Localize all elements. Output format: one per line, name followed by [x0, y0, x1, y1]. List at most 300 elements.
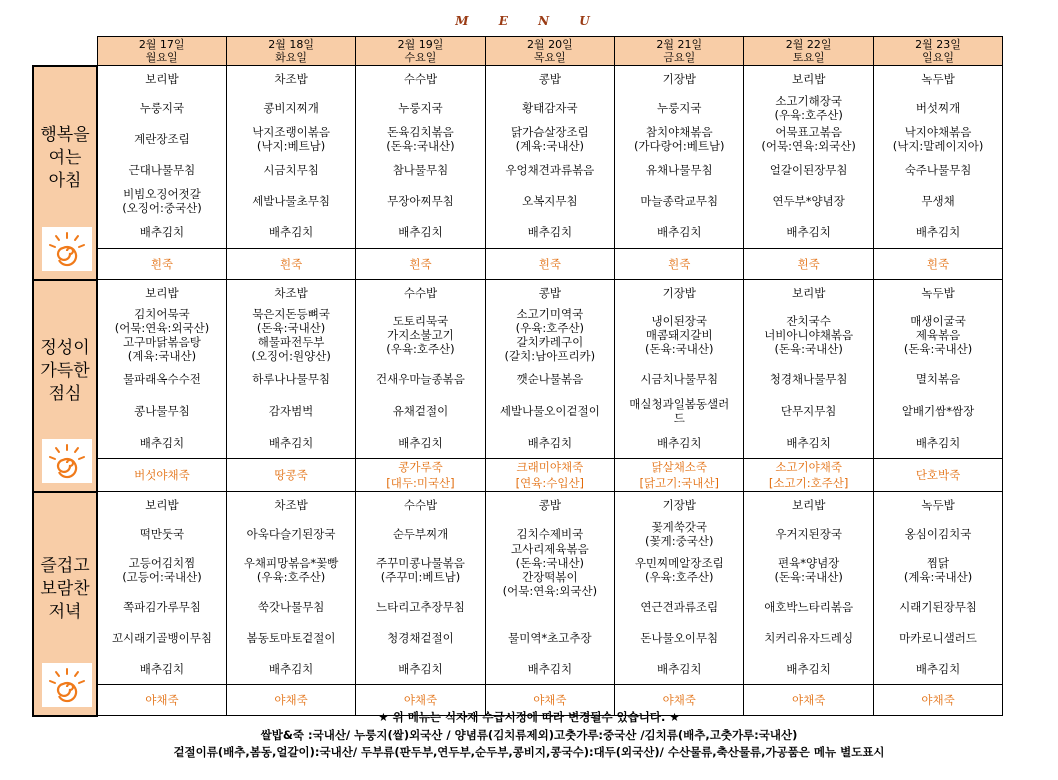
- menu-item: [98, 216, 226, 248]
- menu-item: [227, 518, 355, 549]
- menu-item: [615, 518, 743, 549]
- menu-item: [98, 518, 226, 549]
- change-notice: ★ 위 메뉴는 식자재 수급시정에 따라 변경될수 있습니다. ★: [378, 710, 680, 724]
- menu-item: [744, 492, 872, 518]
- menu-item: [874, 427, 1002, 458]
- menu-item: [744, 280, 872, 306]
- porridge-cell: [97, 249, 226, 280]
- porridge-text: 흰죽: [279, 257, 303, 271]
- menu-item-text: 유채겉절이: [392, 403, 449, 418]
- menu-item-text: 느타리고추장무침: [376, 599, 465, 614]
- menu-item-text: (계육:국내산): [515, 138, 585, 153]
- menu-item: [486, 542, 614, 598]
- menu-item: [874, 622, 1002, 653]
- menu-item-text: 쪽파김가루무침: [123, 599, 201, 614]
- menu-item-text: 배추김치: [398, 661, 443, 676]
- menu-item-text: (낙지:말레이지아): [892, 138, 984, 153]
- menu-item: [874, 591, 1002, 622]
- menu-item: [615, 185, 743, 216]
- menu-item-text: 배추김치: [786, 435, 831, 450]
- menu-item: [356, 280, 484, 306]
- menu-item-text: 청경채나물무침: [769, 371, 848, 386]
- meal-menu-cell: [873, 66, 1002, 249]
- porridge-cell: [873, 459, 1002, 492]
- meal-menu-cell: [485, 280, 614, 459]
- menu-item-text: 배추김치: [268, 225, 314, 239]
- menu-item: [98, 591, 226, 622]
- meal-label-text: 저녁: [48, 602, 82, 622]
- meal-menu-cell: [744, 492, 873, 685]
- menu-item-text: 우채피망볶음*꽃빵: [243, 556, 339, 570]
- day-header: [356, 37, 485, 66]
- menu-item-text: 유채나물무침: [645, 162, 713, 177]
- day-weekday: 월요일: [145, 51, 178, 64]
- meal-label-text: 가득한: [40, 361, 90, 381]
- menu-item: [874, 216, 1002, 248]
- menu-item-text: 배추김치: [786, 225, 831, 239]
- menu-item: [356, 66, 484, 92]
- menu-item-text: 편육*양념장: [778, 556, 840, 570]
- menu-item-text: 기장밥: [662, 286, 696, 300]
- menu-item-text: 애호박느타리볶음: [764, 599, 854, 614]
- menu-item-text: 배추김치: [139, 661, 185, 676]
- menu-item: [356, 92, 484, 123]
- meal-label-cell: [33, 280, 97, 492]
- menu-item: [486, 185, 614, 216]
- menu-item-text: (낙지:베트남): [256, 138, 326, 153]
- menu-item-text: 낙지조랭이볶음: [252, 124, 330, 139]
- menu-item-text: 닭가슴살장조림: [510, 124, 589, 139]
- meal-menu-cell: [873, 280, 1002, 459]
- menu-item-text: 배추김치: [398, 225, 443, 239]
- menu-item-text: 배추김치: [657, 225, 702, 239]
- menu-item-text: 시래기된장무침: [899, 599, 977, 614]
- menu-item-text: 배추김치: [398, 435, 443, 450]
- day-date: 2월 18일: [268, 38, 314, 51]
- porridge-text: 콩가루죽: [398, 460, 443, 474]
- menu-item: [356, 622, 484, 653]
- meal-menu-cell: [356, 492, 485, 685]
- porridge-text: 야채죽: [274, 693, 308, 707]
- porridge-cell: [97, 459, 226, 492]
- menu-item-text: 녹두밥: [921, 498, 955, 512]
- porridge-text: [대두:미국산]: [386, 476, 455, 490]
- menu-item: [227, 427, 355, 458]
- menu-item-text: 배추김치: [786, 661, 831, 676]
- menu-item-text: 차조밥: [274, 498, 308, 512]
- menu-item: [615, 427, 743, 458]
- menu-item: [227, 185, 355, 216]
- menu-item: [227, 92, 355, 123]
- menu-item-text: 쑥갓나물무침: [257, 599, 325, 614]
- menu-item: [227, 394, 355, 427]
- porridge-text: [소고기:호주산]: [768, 476, 849, 490]
- menu-item-text: (오징어:중국산): [122, 200, 202, 215]
- porridge-text: 크래미야채죽: [516, 460, 584, 474]
- menu-item-text: 주꾸미콩나물볶음: [376, 556, 465, 570]
- menu-item-text: (우육:호주산): [645, 570, 714, 584]
- menu-item-text: 소고기미역국: [516, 306, 584, 321]
- menu-item: [486, 492, 614, 518]
- sun-spiral-logo-icon: [42, 663, 92, 707]
- menu-item: [486, 427, 614, 458]
- menu-item-text: 배추김치: [657, 661, 702, 676]
- menu-item: [874, 185, 1002, 216]
- porridge-text: 야채죽: [145, 693, 179, 707]
- menu-item: [98, 394, 226, 427]
- menu-item-text: (돈육:국내산): [903, 341, 973, 356]
- menu-item-text: 배추김치: [139, 435, 185, 450]
- menu-item-text: 매콤돼지갈비: [645, 327, 713, 342]
- menu-item-text: 근대나물무침: [128, 162, 196, 177]
- day-date: 2월 20일: [526, 38, 573, 51]
- meal-menu-cell: [97, 280, 226, 459]
- menu-item: [98, 492, 226, 518]
- menu-item: [486, 306, 614, 363]
- porridge-text: 소고기야채죽: [775, 460, 842, 474]
- menu-item: [98, 123, 226, 154]
- menu-item-text: (돈육:국내산): [515, 556, 585, 570]
- menu-item-text: 숙주나물무침: [904, 162, 972, 177]
- menu-item-text: 드: [673, 410, 685, 425]
- menu-item: [744, 216, 872, 248]
- menu-item: [744, 394, 872, 427]
- menu-item: [98, 154, 226, 185]
- menu-item-text: 배추김치: [527, 225, 573, 239]
- menu-item-text: 하루나나물무침: [252, 371, 330, 386]
- meal-menu-cell: [615, 280, 744, 459]
- menu-item-text: 누룽지국: [398, 100, 443, 115]
- menu-item-text: 콩밥: [538, 72, 561, 86]
- menu-item-text: 콩밥: [538, 286, 561, 300]
- menu-item-text: 해물파전두부: [257, 334, 325, 349]
- menu-item-text: (돈육:국내산): [386, 138, 455, 153]
- menu-item-text: 잔치국수: [786, 313, 831, 328]
- menu-item-text: 옹심이김치국: [904, 526, 972, 541]
- menu-item: [486, 363, 614, 394]
- menu-item-text: (주꾸미:베트남): [380, 570, 461, 584]
- menu-item: [874, 653, 1002, 684]
- menu-item-text: 누룽지국: [657, 100, 702, 115]
- menu-item-text: 고등어김치찜: [128, 556, 196, 570]
- menu-item: [744, 66, 872, 92]
- menu-item-text: 기장밥: [662, 72, 696, 86]
- menu-item-text: 세발나물오이겉절이: [499, 403, 600, 418]
- menu-item: [227, 216, 355, 248]
- menu-item-text: 참치야채볶음: [645, 124, 713, 139]
- menu-item: [615, 363, 743, 394]
- menu-item: [98, 66, 226, 92]
- day-date: 2월 22일: [785, 38, 832, 51]
- menu-item: [98, 363, 226, 394]
- menu-item-text: (꽃게:중국산): [645, 533, 714, 548]
- menu-item-text: 단무지무침: [780, 403, 837, 418]
- menu-item-text: 배추김치: [268, 661, 314, 676]
- menu-item: [744, 549, 872, 591]
- day-weekday: 금요일: [663, 51, 696, 64]
- menu-item: [744, 123, 872, 154]
- menu-item: [615, 123, 743, 154]
- menu-item: [615, 280, 743, 306]
- menu-item: [356, 306, 484, 363]
- sun-spiral-logo-icon: [42, 227, 92, 271]
- menu-item: [486, 280, 614, 306]
- menu-item-text: (우육:호주산): [515, 320, 585, 335]
- menu-item-text: 기장밥: [662, 498, 696, 512]
- menu-item-text: 배추김치: [139, 225, 185, 239]
- porridge-cell: [356, 459, 485, 492]
- porridge-cell: [356, 249, 485, 280]
- menu-item: [227, 622, 355, 653]
- menu-item-text: 멸치볶음: [915, 371, 961, 386]
- menu-item-text: 무장아찌무침: [387, 193, 454, 208]
- menu-item: [356, 427, 484, 458]
- menu-item-text: 비빔오징어젓갈: [123, 186, 201, 201]
- menu-item-text: 시금치무침: [263, 162, 319, 177]
- menu-item: [227, 591, 355, 622]
- menu-item-text: 우엉채견과류볶음: [505, 162, 595, 177]
- menu-item-text: 배추김치: [915, 435, 961, 450]
- menu-item: [615, 622, 743, 653]
- porridge-cell: [744, 459, 873, 492]
- porridge-text: 야채죽: [403, 693, 438, 707]
- menu-item-text: 보리밥: [145, 286, 179, 300]
- menu-item-text: (오징어:원양산): [251, 348, 331, 363]
- menu-item: [615, 92, 743, 123]
- day-date: 2월 23일: [915, 38, 961, 51]
- porridge-cell: [485, 459, 614, 492]
- menu-item: [615, 216, 743, 248]
- menu-item-text: 물미역*초고추장: [508, 630, 592, 645]
- porridge-text: [닭고기:국내산]: [639, 476, 720, 490]
- meal-menu-cell: [356, 280, 485, 459]
- menu-item-text: 고사리제육볶음: [510, 542, 589, 556]
- porridge-text: 흰죽: [668, 257, 691, 271]
- menu-item-text: 물파래옥수수전: [123, 371, 201, 386]
- menu-item-text: (어묵:연육:외국산): [114, 320, 210, 335]
- menu-item-text: 녹두밥: [921, 72, 955, 86]
- menu-item: [486, 92, 614, 123]
- meal-menu-cell: [485, 66, 614, 249]
- menu-item-text: 냉이된장국: [651, 313, 708, 328]
- menu-item-text: 고구마닭볶음탕: [123, 334, 201, 349]
- porridge-text: 버섯야채죽: [134, 468, 190, 482]
- menu-item: [356, 185, 484, 216]
- day-header: [485, 37, 614, 66]
- menu-item-text: 제육볶음: [915, 327, 961, 342]
- menu-item-text: 참나물무침: [392, 162, 449, 177]
- menu-item: [615, 394, 743, 427]
- menu-item-text: 우거지된장국: [775, 526, 842, 541]
- menu-item-text: (고등어:국내산): [122, 570, 202, 584]
- menu-item-text: 간장떡볶이: [522, 570, 578, 584]
- sun-spiral-logo-icon: [42, 439, 92, 483]
- menu-item: [98, 280, 226, 306]
- porridge-text: 흰죽: [538, 257, 561, 271]
- porridge-cell: [226, 459, 355, 492]
- menu-item-text: 콩비지찌개: [263, 100, 319, 115]
- menu-item: [744, 653, 872, 684]
- menu-item-text: 도토리묵국: [392, 313, 449, 328]
- day-header: [97, 37, 226, 66]
- menu-item-text: 보리밥: [791, 498, 826, 512]
- meal-label-text: 행복을: [40, 125, 90, 145]
- menu-item: [227, 653, 355, 684]
- porridge-cell: [873, 249, 1002, 280]
- menu-item: [744, 427, 872, 458]
- menu-item: [486, 216, 614, 248]
- meal-menu-cell: [97, 66, 226, 249]
- menu-item: [874, 394, 1002, 427]
- menu-item: [227, 280, 355, 306]
- menu-item: [356, 363, 484, 394]
- menu-item-text: (갈치:남아프리카): [504, 348, 596, 363]
- weekly-menu-table: [32, 36, 1003, 717]
- meal-menu-cell: [356, 66, 485, 249]
- menu-item-text: 계란장조림: [134, 131, 190, 146]
- menu-item: [615, 306, 743, 363]
- porridge-cell: [226, 249, 355, 280]
- menu-item: [227, 66, 355, 92]
- menu-item: [227, 123, 355, 154]
- day-weekday: 화요일: [275, 51, 308, 64]
- menu-item-text: 시금치나물무침: [640, 371, 719, 386]
- menu-item-text: 알배기쌈*쌈장: [901, 403, 975, 418]
- menu-item-text: 꽃게쑥갓국: [651, 519, 708, 534]
- menu-item-text: 보리밥: [791, 72, 826, 86]
- porridge-text: 흰죽: [797, 257, 820, 271]
- menu-item-text: 마카로니샐러드: [899, 630, 977, 645]
- menu-item-text: 배추김치: [527, 661, 573, 676]
- porridge-text: 닭살채소죽: [651, 460, 708, 474]
- menu-item-text: 김치어묵국: [134, 306, 190, 321]
- day-header: [873, 37, 1002, 66]
- porridge-text: 야채죽: [533, 693, 567, 707]
- meal-menu-cell: [744, 280, 873, 459]
- menu-item: [486, 653, 614, 684]
- day-header: [744, 37, 873, 66]
- menu-item: [744, 306, 872, 363]
- menu-item-text: 배추김치: [268, 435, 314, 450]
- corner-cell: [33, 37, 97, 66]
- menu-title: M E N U: [455, 14, 603, 28]
- menu-item: [356, 123, 484, 154]
- menu-item: [744, 185, 872, 216]
- menu-item: [98, 549, 226, 591]
- menu-item: [227, 306, 355, 363]
- menu-item-text: 세발나물초무침: [252, 193, 330, 208]
- meal-label-text: 점심: [48, 384, 82, 404]
- menu-item: [486, 154, 614, 185]
- meal-label-text: 보람찬: [40, 579, 90, 599]
- meal-menu-cell: [873, 492, 1002, 685]
- day-date: 2월 21일: [656, 38, 703, 51]
- menu-item-text: (가다랑어:베트남): [633, 138, 725, 153]
- menu-item-text: 콩나물무침: [134, 403, 190, 418]
- porridge-cell: [615, 459, 744, 492]
- menu-item-text: 꼬시래기골뱅이무침: [111, 630, 212, 645]
- menu-item: [98, 427, 226, 458]
- menu-item-text: 아욱다슬기된장국: [246, 526, 336, 541]
- menu-item-text: 보리밥: [145, 498, 179, 512]
- porridge-cell: [744, 249, 873, 280]
- menu-item-text: (우육:호주산): [256, 570, 326, 584]
- menu-item: [227, 492, 355, 518]
- menu-item-text: 오복지무침: [522, 193, 578, 208]
- porridge-text: 야채죽: [791, 693, 826, 707]
- menu-item-text: 건새우마늘종볶음: [376, 371, 465, 386]
- menu-item-text: 황태감자국: [522, 100, 578, 115]
- menu-item: [874, 363, 1002, 394]
- menu-item-text: (돈육:국내산): [774, 570, 843, 584]
- menu-item: [356, 549, 484, 591]
- menu-item: [98, 92, 226, 123]
- menu-item-text: 청경채겉절이: [387, 630, 454, 645]
- menu-item-text: 버섯찌개: [915, 100, 961, 115]
- menu-item: [874, 280, 1002, 306]
- meal-label-text: 여는: [48, 148, 82, 168]
- menu-item: [615, 154, 743, 185]
- origin-line-1: 쌀밥&죽 :국내산/ 누룽지(쌀)외국산 / 양념류(김치류제외)고춧가루:중국산 /김치류(배추,고춧가루:국내산): [260, 728, 798, 742]
- menu-item-text: 소고기해장국: [775, 93, 842, 108]
- menu-item: [98, 653, 226, 684]
- menu-item-text: 수수밥: [403, 498, 438, 512]
- menu-item-text: 순두부찌개: [392, 526, 449, 541]
- menu-item: [356, 216, 484, 248]
- menu-item-text: (돈육:국내산): [256, 320, 326, 335]
- menu-item: [98, 622, 226, 653]
- meal-menu-cell: [744, 66, 873, 249]
- menu-item-text: 무생채: [921, 193, 955, 208]
- menu-item-text: 누룽지국: [139, 100, 185, 115]
- menu-item-text: 마늘종락교무침: [640, 193, 719, 208]
- menu-item: [227, 549, 355, 591]
- menu-item-text: 너비아니야채볶음: [764, 327, 854, 342]
- menu-item-text: 연두부*양념장: [772, 193, 845, 208]
- menu-item-text: 떡만둣국: [139, 526, 185, 541]
- porridge-text: 흰죽: [926, 257, 950, 271]
- menu-item-text: 차조밥: [274, 72, 308, 86]
- menu-item: [874, 492, 1002, 518]
- porridge-text: 야채죽: [921, 693, 955, 707]
- menu-item-text: 찜닭: [926, 556, 950, 570]
- day-header: [226, 37, 355, 66]
- porridge-text: [연육:수입산]: [515, 476, 585, 490]
- menu-item-text: (계육:국내산): [903, 570, 973, 584]
- menu-item: [356, 591, 484, 622]
- meal-menu-cell: [226, 492, 355, 685]
- menu-item: [615, 653, 743, 684]
- menu-item: [486, 622, 614, 653]
- day-date: 2월 19일: [397, 38, 444, 51]
- porridge-cell: [615, 249, 744, 280]
- origin-line-2: 겉절이류(배추,봄동,얼갈이):국내산/ 두부류(판두부,연두부,순두부,콩비지,콩국수):대두(외국산)/ 수산물류,축산물류,가공품은 메뉴 별도표시: [173, 745, 885, 759]
- menu-item-text: 가지소불고기: [387, 327, 454, 342]
- menu-item: [227, 363, 355, 394]
- meal-label-cell: [33, 492, 97, 716]
- menu-item-text: (돈육:국내산): [645, 341, 714, 356]
- meal-menu-cell: [615, 492, 744, 685]
- menu-item: [744, 154, 872, 185]
- meal-label-cell: [33, 66, 97, 280]
- menu-item-text: 배추김치: [915, 661, 961, 676]
- menu-item-text: 치커리유자드레싱: [764, 630, 854, 645]
- menu-item: [98, 185, 226, 216]
- menu-item-text: 깻순나물볶음: [516, 371, 584, 386]
- meal-menu-cell: [97, 492, 226, 685]
- menu-item: [874, 66, 1002, 92]
- menu-item: [356, 492, 484, 518]
